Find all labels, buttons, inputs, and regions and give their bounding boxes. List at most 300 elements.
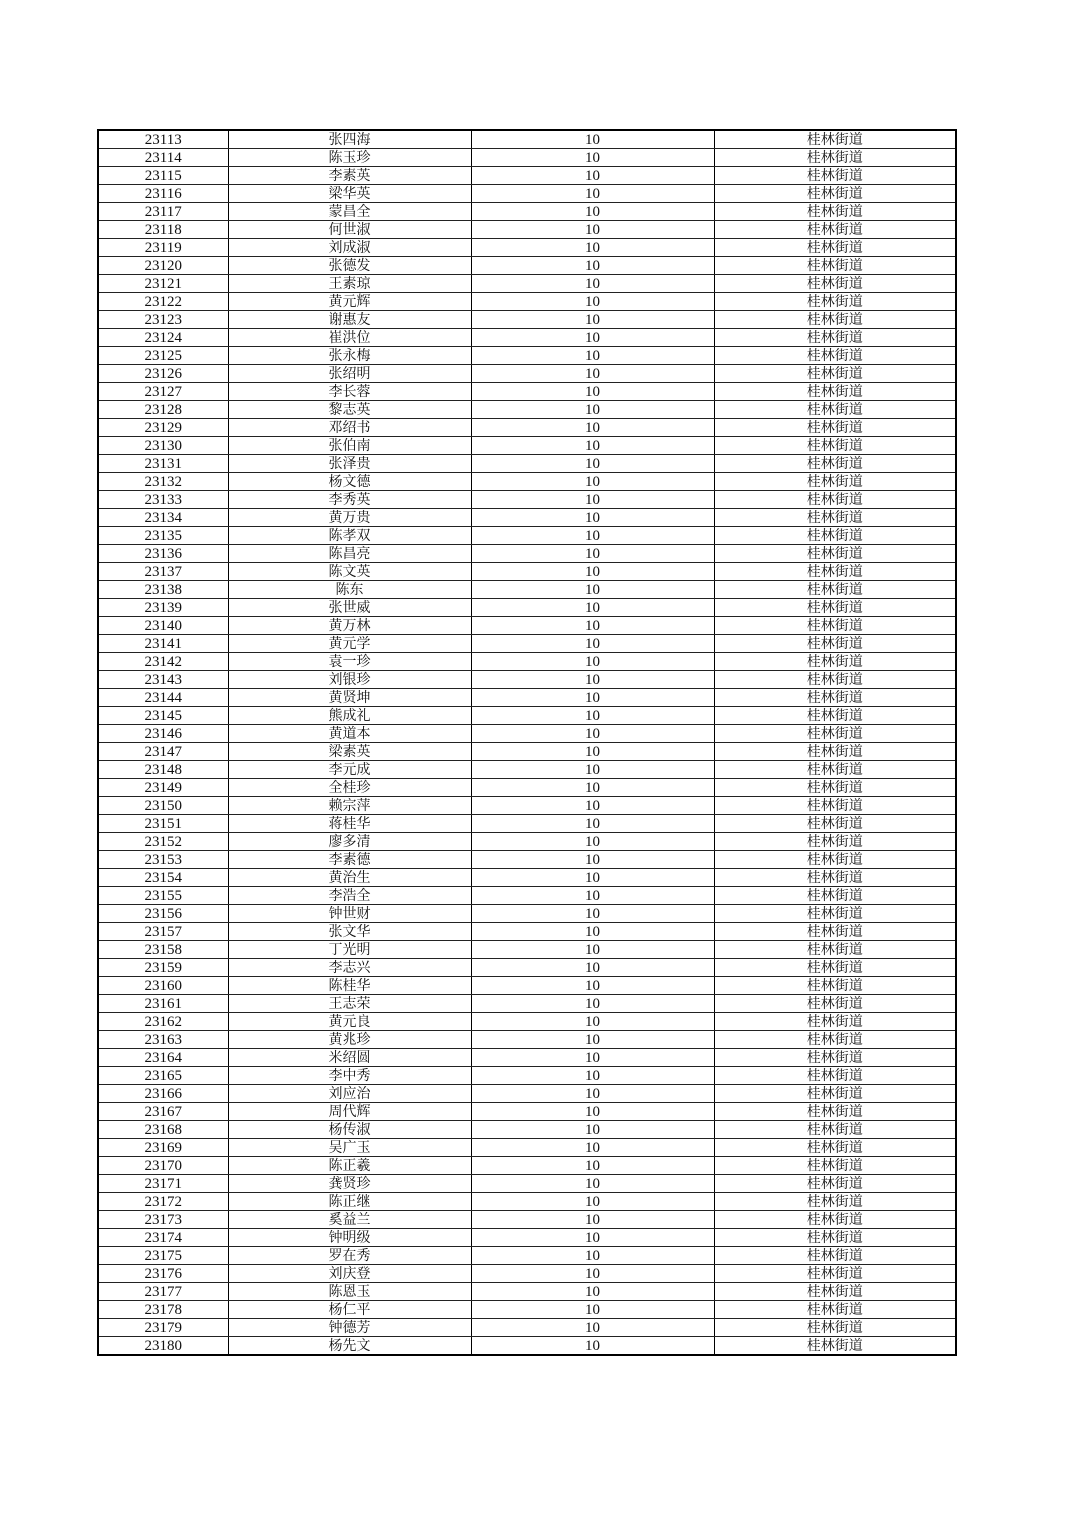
area-cell: 桂林街道 [714,509,956,527]
amount-cell: 10 [471,599,714,617]
table-row [98,221,956,239]
name-cell: 张永梅 [228,347,471,365]
area-cell: 桂林街道 [714,743,956,761]
area-cell: 桂林街道 [714,1031,956,1049]
amount-cell: 10 [471,1247,714,1265]
amount-cell: 10 [471,347,714,365]
id-cell: 23179 [98,1319,228,1337]
table-row [98,1175,956,1193]
amount-cell: 10 [471,1319,714,1337]
name-cell: 张绍明 [228,365,471,383]
area-cell: 桂林街道 [714,1211,956,1229]
table-row [98,995,956,1013]
table-row [98,545,956,563]
name-cell: 张泽贵 [228,455,471,473]
area-cell: 桂林街道 [714,1337,956,1356]
name-cell: 刘庆登 [228,1265,471,1283]
name-cell: 李中秀 [228,1067,471,1085]
name-cell: 米绍圆 [228,1049,471,1067]
id-cell: 23174 [98,1229,228,1247]
area-cell: 桂林街道 [714,689,956,707]
table-row [98,527,956,545]
amount-cell: 10 [471,1049,714,1067]
table-row [98,365,956,383]
table-row [98,239,956,257]
amount-cell: 10 [471,275,714,293]
area-cell: 桂林街道 [714,149,956,167]
id-cell: 23127 [98,383,228,401]
amount-cell: 10 [471,401,714,419]
id-cell: 23152 [98,833,228,851]
name-cell: 张世威 [228,599,471,617]
name-cell: 张德发 [228,257,471,275]
area-cell: 桂林街道 [714,1139,956,1157]
area-cell: 桂林街道 [714,959,956,977]
table-row [98,347,956,365]
id-cell: 23122 [98,293,228,311]
roster-table [97,129,957,1356]
id-cell: 23120 [98,257,228,275]
amount-cell: 10 [471,707,714,725]
table-row [98,329,956,347]
amount-cell: 10 [471,797,714,815]
name-cell: 黄兆珍 [228,1031,471,1049]
area-cell: 桂林街道 [714,1229,956,1247]
id-cell: 23178 [98,1301,228,1319]
area-cell: 桂林街道 [714,1283,956,1301]
area-cell: 桂林街道 [714,1067,956,1085]
area-cell: 桂林街道 [714,1175,956,1193]
amount-cell: 10 [471,311,714,329]
id-cell: 23157 [98,923,228,941]
amount-cell: 10 [471,869,714,887]
area-cell: 桂林街道 [714,347,956,365]
name-cell: 王志荣 [228,995,471,1013]
area-cell: 桂林街道 [714,329,956,347]
area-cell: 桂林街道 [714,1013,956,1031]
name-cell: 陈孝双 [228,527,471,545]
id-cell: 23171 [98,1175,228,1193]
id-cell: 23148 [98,761,228,779]
id-cell: 23173 [98,1211,228,1229]
amount-cell: 10 [471,509,714,527]
area-cell: 桂林街道 [714,923,956,941]
name-cell: 陈桂华 [228,977,471,995]
id-cell: 23130 [98,437,228,455]
area-cell: 桂林街道 [714,1157,956,1175]
id-cell: 23176 [98,1265,228,1283]
table-row [98,869,956,887]
name-cell: 李秀英 [228,491,471,509]
amount-cell: 10 [471,1175,714,1193]
area-cell: 桂林街道 [714,130,956,149]
id-cell: 23124 [98,329,228,347]
area-cell: 桂林街道 [714,1247,956,1265]
name-cell: 李元成 [228,761,471,779]
amount-cell: 10 [471,1157,714,1175]
name-cell: 龚贤珍 [228,1175,471,1193]
name-cell: 王素琼 [228,275,471,293]
area-cell: 桂林街道 [714,419,956,437]
area-cell: 桂林街道 [714,221,956,239]
id-cell: 23169 [98,1139,228,1157]
name-cell: 黄治生 [228,869,471,887]
table-row [98,581,956,599]
name-cell: 廖多清 [228,833,471,851]
name-cell: 何世淑 [228,221,471,239]
name-cell: 陈文英 [228,563,471,581]
table-row [98,1085,956,1103]
area-cell: 桂林街道 [714,1049,956,1067]
amount-cell: 10 [471,779,714,797]
id-cell: 23129 [98,419,228,437]
id-cell: 23142 [98,653,228,671]
table-row [98,707,956,725]
amount-cell: 10 [471,635,714,653]
amount-cell: 10 [471,851,714,869]
table-row [98,671,956,689]
area-cell: 桂林街道 [714,401,956,419]
area-cell: 桂林街道 [714,545,956,563]
area-cell: 桂林街道 [714,779,956,797]
name-cell: 杨传淑 [228,1121,471,1139]
name-cell: 谢惠友 [228,311,471,329]
amount-cell: 10 [471,1283,714,1301]
id-cell: 23165 [98,1067,228,1085]
table-row [98,419,956,437]
id-cell: 23132 [98,473,228,491]
amount-cell: 10 [471,959,714,977]
area-cell: 桂林街道 [714,599,956,617]
amount-cell: 10 [471,221,714,239]
id-cell: 23166 [98,1085,228,1103]
id-cell: 23162 [98,1013,228,1031]
table-row [98,563,956,581]
table-row [98,851,956,869]
id-cell: 23163 [98,1031,228,1049]
table-row [98,761,956,779]
area-cell: 桂林街道 [714,527,956,545]
table-row [98,1265,956,1283]
id-cell: 23156 [98,905,228,923]
id-cell: 23137 [98,563,228,581]
id-cell: 23146 [98,725,228,743]
area-cell: 桂林街道 [714,293,956,311]
name-cell: 钟德芳 [228,1319,471,1337]
id-cell: 23144 [98,689,228,707]
name-cell: 梁素英 [228,743,471,761]
table-row [98,1121,956,1139]
area-cell: 桂林街道 [714,365,956,383]
area-cell: 桂林街道 [714,455,956,473]
name-cell: 刘应治 [228,1085,471,1103]
amount-cell: 10 [471,1013,714,1031]
amount-cell: 10 [471,1301,714,1319]
name-cell: 张伯南 [228,437,471,455]
amount-cell: 10 [471,257,714,275]
name-cell: 李志兴 [228,959,471,977]
table-row [98,1229,956,1247]
table-row [98,959,956,977]
amount-cell: 10 [471,365,714,383]
table-row [98,599,956,617]
name-cell: 丁光明 [228,941,471,959]
amount-cell: 10 [471,833,714,851]
amount-cell: 10 [471,545,714,563]
table-row [98,905,956,923]
amount-cell: 10 [471,1103,714,1121]
id-cell: 23177 [98,1283,228,1301]
area-cell: 桂林街道 [714,707,956,725]
name-cell: 吴广玉 [228,1139,471,1157]
table-row [98,1049,956,1067]
name-cell: 李素德 [228,851,471,869]
area-cell: 桂林街道 [714,1103,956,1121]
id-cell: 23135 [98,527,228,545]
table-row [98,1139,956,1157]
table-row [98,455,956,473]
amount-cell: 10 [471,527,714,545]
area-cell: 桂林街道 [714,581,956,599]
name-cell: 罗在秀 [228,1247,471,1265]
id-cell: 23149 [98,779,228,797]
amount-cell: 10 [471,491,714,509]
name-cell: 陈正继 [228,1193,471,1211]
id-cell: 23126 [98,365,228,383]
table-row [98,311,956,329]
area-cell: 桂林街道 [714,239,956,257]
id-cell: 23167 [98,1103,228,1121]
name-cell: 崔洪位 [228,329,471,347]
table-row [98,1211,956,1229]
table-row [98,149,956,167]
table-row [98,815,956,833]
amount-cell: 10 [471,761,714,779]
name-cell: 黎志英 [228,401,471,419]
name-cell: 钟世财 [228,905,471,923]
area-cell: 桂林街道 [714,797,956,815]
area-cell: 桂林街道 [714,437,956,455]
area-cell: 桂林街道 [714,635,956,653]
id-cell: 23160 [98,977,228,995]
id-cell: 23150 [98,797,228,815]
amount-cell: 10 [471,977,714,995]
name-cell: 黄道本 [228,725,471,743]
id-cell: 23134 [98,509,228,527]
amount-cell: 10 [471,383,714,401]
id-cell: 23155 [98,887,228,905]
area-cell: 桂林街道 [714,869,956,887]
amount-cell: 10 [471,1085,714,1103]
amount-cell: 10 [471,743,714,761]
id-cell: 23113 [98,130,228,149]
name-cell: 张四海 [228,130,471,149]
id-cell: 23128 [98,401,228,419]
area-cell: 桂林街道 [714,905,956,923]
name-cell: 陈东 [228,581,471,599]
name-cell: 李长蓉 [228,383,471,401]
name-cell: 黄元辉 [228,293,471,311]
name-cell: 刘银珍 [228,671,471,689]
name-cell: 张文华 [228,923,471,941]
amount-cell: 10 [471,725,714,743]
id-cell: 23153 [98,851,228,869]
table-row [98,1319,956,1337]
name-cell: 钟明级 [228,1229,471,1247]
name-cell: 邓绍书 [228,419,471,437]
amount-cell: 10 [471,1337,714,1356]
id-cell: 23158 [98,941,228,959]
id-cell: 23164 [98,1049,228,1067]
id-cell: 23147 [98,743,228,761]
amount-cell: 10 [471,581,714,599]
name-cell: 黄元学 [228,635,471,653]
amount-cell: 10 [471,1031,714,1049]
amount-cell: 10 [471,815,714,833]
area-cell: 桂林街道 [714,995,956,1013]
id-cell: 23168 [98,1121,228,1139]
amount-cell: 10 [471,185,714,203]
amount-cell: 10 [471,437,714,455]
id-cell: 23118 [98,221,228,239]
area-cell: 桂林街道 [714,167,956,185]
area-cell: 桂林街道 [714,1121,956,1139]
name-cell: 蒋桂华 [228,815,471,833]
amount-cell: 10 [471,1211,714,1229]
id-cell: 23139 [98,599,228,617]
area-cell: 桂林街道 [714,977,956,995]
amount-cell: 10 [471,923,714,941]
amount-cell: 10 [471,653,714,671]
table-row [98,383,956,401]
amount-cell: 10 [471,1229,714,1247]
table-row [98,1067,956,1085]
table-row [98,167,956,185]
area-cell: 桂林街道 [714,851,956,869]
table-row [98,617,956,635]
id-cell: 23114 [98,149,228,167]
name-cell: 黄元良 [228,1013,471,1031]
table-row [98,203,956,221]
area-cell: 桂林街道 [714,887,956,905]
area-cell: 桂林街道 [714,941,956,959]
id-cell: 23138 [98,581,228,599]
area-cell: 桂林街道 [714,1301,956,1319]
amount-cell: 10 [471,1193,714,1211]
id-cell: 23121 [98,275,228,293]
amount-cell: 10 [471,473,714,491]
amount-cell: 10 [471,905,714,923]
name-cell: 周代辉 [228,1103,471,1121]
table-row [98,257,956,275]
area-cell: 桂林街道 [714,563,956,581]
area-cell: 桂林街道 [714,257,956,275]
amount-cell: 10 [471,1067,714,1085]
table-row [98,1337,956,1356]
table-row [98,635,956,653]
name-cell: 杨仁平 [228,1301,471,1319]
area-cell: 桂林街道 [714,311,956,329]
table-row [98,923,956,941]
area-cell: 桂林街道 [714,671,956,689]
table-row [98,491,956,509]
amount-cell: 10 [471,941,714,959]
name-cell: 奚益兰 [228,1211,471,1229]
amount-cell: 10 [471,995,714,1013]
table-row [98,1193,956,1211]
name-cell: 陈恩玉 [228,1283,471,1301]
table-row [98,779,956,797]
table-row [98,473,956,491]
area-cell: 桂林街道 [714,491,956,509]
table-row [98,941,956,959]
table-row [98,653,956,671]
area-cell: 桂林街道 [714,833,956,851]
area-cell: 桂林街道 [714,815,956,833]
area-cell: 桂林街道 [714,761,956,779]
amount-cell: 10 [471,419,714,437]
area-cell: 桂林街道 [714,203,956,221]
area-cell: 桂林街道 [714,725,956,743]
name-cell: 杨文德 [228,473,471,491]
amount-cell: 10 [471,689,714,707]
table-row [98,1103,956,1121]
amount-cell: 10 [471,1121,714,1139]
area-cell: 桂林街道 [714,617,956,635]
id-cell: 23145 [98,707,228,725]
table-row [98,1031,956,1049]
table-row [98,887,956,905]
area-cell: 桂林街道 [714,1319,956,1337]
id-cell: 23117 [98,203,228,221]
table-row [98,743,956,761]
table-row [98,293,956,311]
table-row [98,689,956,707]
id-cell: 23170 [98,1157,228,1175]
name-cell: 李素英 [228,167,471,185]
name-cell: 黄贤坤 [228,689,471,707]
name-cell: 黄万林 [228,617,471,635]
amount-cell: 10 [471,1265,714,1283]
table-row [98,1247,956,1265]
id-cell: 23133 [98,491,228,509]
table-row [98,977,956,995]
id-cell: 23159 [98,959,228,977]
amount-cell: 10 [471,130,714,149]
area-cell: 桂林街道 [714,1085,956,1103]
id-cell: 23151 [98,815,228,833]
area-cell: 桂林街道 [714,473,956,491]
id-cell: 23131 [98,455,228,473]
name-cell: 全桂珍 [228,779,471,797]
amount-cell: 10 [471,671,714,689]
area-cell: 桂林街道 [714,1193,956,1211]
name-cell: 蒙昌全 [228,203,471,221]
amount-cell: 10 [471,617,714,635]
table-row [98,1157,956,1175]
table-row [98,1013,956,1031]
name-cell: 梁华英 [228,185,471,203]
id-cell: 23136 [98,545,228,563]
table-row [98,437,956,455]
amount-cell: 10 [471,167,714,185]
table-row [98,1283,956,1301]
id-cell: 23115 [98,167,228,185]
name-cell: 杨先文 [228,1337,471,1356]
id-cell: 23116 [98,185,228,203]
table-row [98,185,956,203]
name-cell: 黄万贵 [228,509,471,527]
